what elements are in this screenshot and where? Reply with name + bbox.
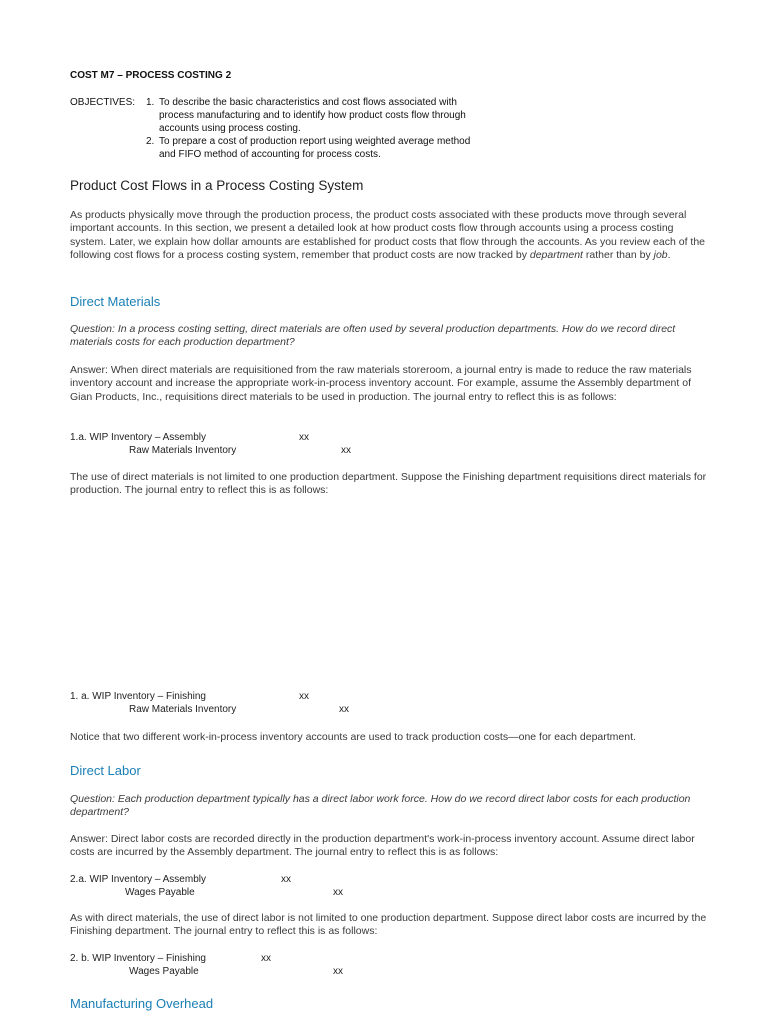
direct-labor-paragraph-2: As with direct materials, the use of direct labor is not limited to one production department. Suppose direct labor costs are incurred by the Finishing department. The journal entry to reflect this is as follows: — [70, 912, 707, 938]
direct-labor-heading: Direct Labor — [70, 763, 141, 778]
je-2a-credit-account: Wages Payable — [125, 887, 195, 898]
section-title: Product Cost Flows in a Process Costing System — [70, 178, 364, 193]
je-2b-debit-account: 2. b. WIP Inventory – Finishing — [70, 953, 206, 964]
direct-materials-paragraph-2: The use of direct materials is not limited to one production department. Suppose the Finishing department requisitions direct materials for production. The journal entry to reflect this is as follows: — [70, 471, 707, 497]
je-1b-debit-amount: xx — [299, 691, 309, 702]
direct-labor-question: Question: Each production department typically has a direct labor work force. How do we record direct labor costs for each production department? — [70, 793, 691, 819]
je-2b-credit-amount: xx — [333, 966, 343, 977]
objective-2-number: 2. — [146, 136, 155, 147]
direct-labor-answer: Answer: Direct labor costs are recorded directly in the production department's work-in-process inventory account. Assume direct labor costs are incurred by the Assembly department. The journal entry to reflect this is as follows: — [70, 833, 695, 859]
direct-materials-heading: Direct Materials — [70, 294, 161, 309]
course-title: COST M7 – PROCESS COSTING 2 — [70, 70, 232, 81]
intro-paragraph — [70, 209, 710, 262]
objective-2-line-1: To prepare a cost of production report using weighted average method — [159, 136, 471, 147]
direct-materials-answer: Answer: When direct materials are requisitioned from the raw materials storeroom, a journal entry is made to reduce the raw materials inventory account and increase the appropriate work-in-process inventory account. For example, assume the Assembly department of Gian Products, Inc., requisitions direct materials to be used in production. The journal entry to reflect this is as follows: — [70, 364, 692, 403]
objective-1-line-3: accounts using process costing. — [159, 123, 301, 134]
intro-emphasis-job: job — [653, 248, 668, 261]
intro-text-before: As products physically move through the production process, the product costs associated with these products move through several important accounts. In this section, we present a detailed look at how product costs flow through accounts using a process costing system. Later, we explain how dollar amounts are established for product costs that flow through the accounts. As you review each of the following cost flows for a process costing system, remember that product costs are now tracked by — [70, 209, 706, 261]
objectives-label: OBJECTIVES: — [70, 97, 136, 108]
manufacturing-overhead-heading: Manufacturing Overhead — [70, 996, 214, 1011]
je-1a-credit-amount: xx — [341, 445, 351, 456]
je-2a-credit-amount: xx — [333, 887, 343, 898]
objective-1-line-1: To describe the basic characteristics and cost flows associated with — [159, 97, 457, 108]
objective-1-line-2: process manufacturing and to identify how product costs flow through — [159, 110, 466, 121]
objective-2-line-2: and FIFO method of accounting for process costs. — [159, 149, 381, 160]
je-2a-debit-amount: xx — [281, 874, 291, 885]
je-1a-debit-amount: xx — [299, 432, 309, 443]
intro-text-after: . — [667, 248, 671, 261]
intro-text-mid: rather than by — [582, 248, 654, 261]
je-2a-debit-account: 2.a. WIP Inventory – Assembly — [70, 874, 206, 885]
je-1b-credit-account: Raw Materials Inventory — [129, 704, 237, 715]
objective-1-number: 1. — [146, 97, 155, 108]
je-2b-debit-amount: xx — [261, 953, 271, 964]
je-1b-debit-account: 1. a. WIP Inventory – Finishing — [70, 691, 206, 702]
je-1a-credit-account: Raw Materials Inventory — [129, 445, 237, 456]
je-2b-credit-account: Wages Payable — [129, 966, 199, 977]
direct-materials-question: Question: In a process costing setting, direct materials are often used by several production departments. How do we record direct materials costs for each production department? — [70, 323, 676, 349]
direct-materials-notice: Notice that two different work-in-process inventory accounts are used to track production costs—one for each department. — [70, 731, 636, 743]
je-1b-credit-amount: xx — [339, 704, 349, 715]
intro-emphasis-department: department — [529, 248, 583, 261]
je-1a-debit-account: 1.a. WIP Inventory – Assembly — [70, 432, 206, 443]
